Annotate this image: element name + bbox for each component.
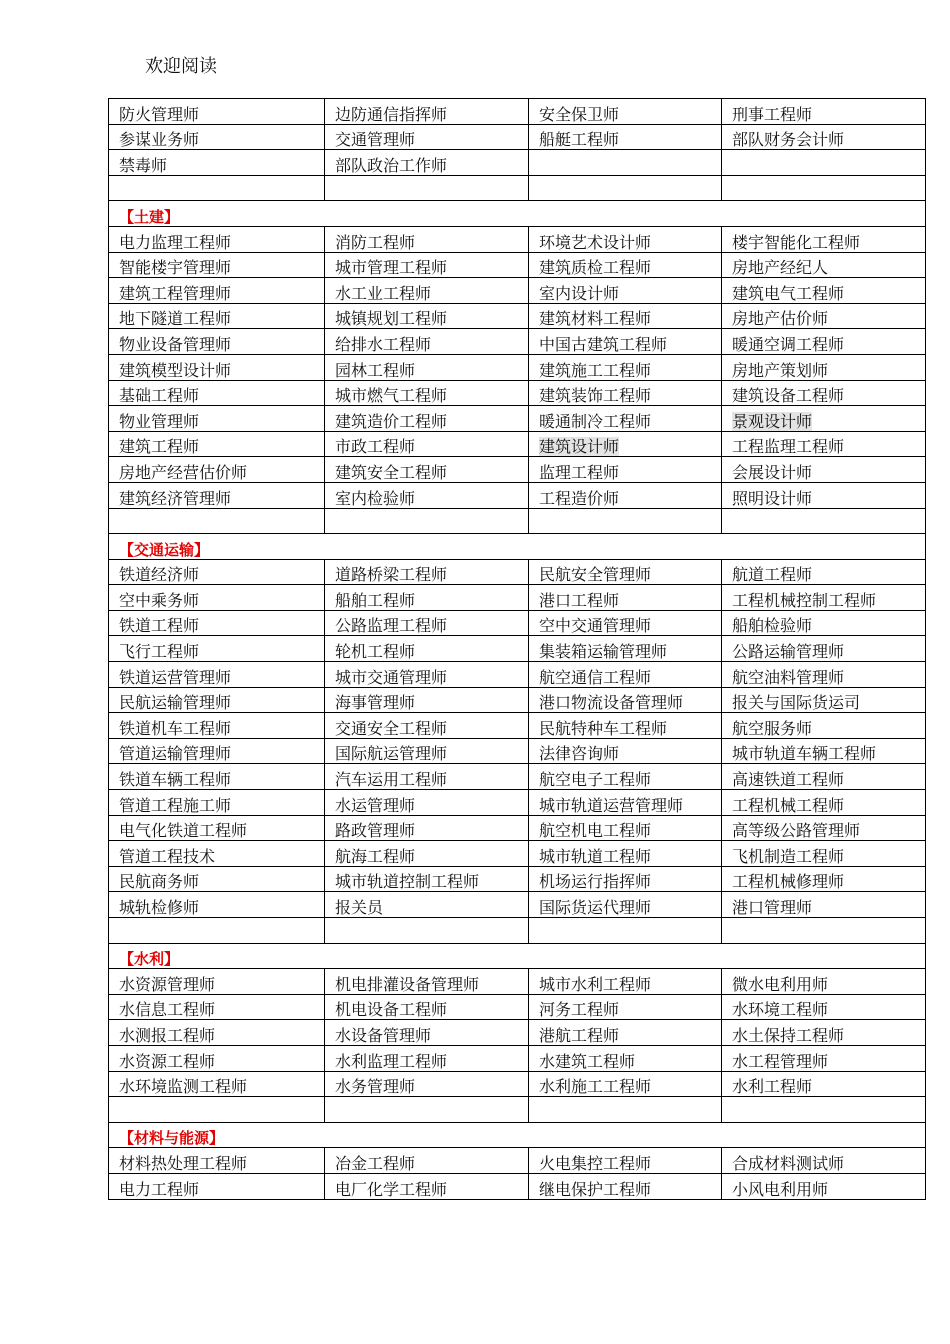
table-row	[109, 226, 926, 252]
table-row	[109, 329, 926, 355]
job-title-cell	[529, 918, 722, 944]
job-title-cell: 交通安全工程师	[325, 713, 529, 739]
job-title-cell: 水土保持工程师	[722, 1020, 926, 1046]
job-title-cell: 城轨检修师	[109, 892, 325, 918]
job-title-cell: 管道运输管理师	[109, 738, 325, 764]
table-row	[109, 1071, 926, 1097]
job-title-cell: 建筑装饰工程师	[529, 380, 722, 406]
job-title-cell: 港航工程师	[529, 1020, 722, 1046]
job-title-cell: 城市水利工程师	[529, 969, 722, 995]
job-title-cell: 电力工程师	[109, 1173, 325, 1199]
job-title-cell: 航空机电工程师	[529, 815, 722, 841]
table-row	[109, 1097, 926, 1123]
job-title-cell: 小风电利用师	[722, 1173, 926, 1199]
job-title-cell: 河务工程师	[529, 994, 722, 1020]
job-title-cell: 航空服务师	[722, 713, 926, 739]
job-title-cell: 水利工程师	[722, 1071, 926, 1097]
job-title-cell	[109, 1097, 325, 1123]
job-title-cell: 飞机制造工程师	[722, 841, 926, 867]
job-title-cell: 民航安全管理师	[529, 559, 722, 585]
job-title-cell: 电厂化学工程师	[325, 1173, 529, 1199]
job-title-cell: 水利施工工程师	[529, 1071, 722, 1097]
table-row	[109, 175, 926, 201]
job-title-cell: 工程监理工程师	[722, 431, 926, 457]
job-title-cell: 建筑设备工程师	[722, 380, 926, 406]
job-title-cell: 路政管理师	[325, 815, 529, 841]
job-title-cell: 空中交通管理师	[529, 610, 722, 636]
job-title-cell: 室内设计师	[529, 278, 722, 304]
table-row	[109, 687, 926, 713]
job-title-cell: 海事管理师	[325, 687, 529, 713]
job-title-cell: 城市交通管理师	[325, 662, 529, 688]
job-title-cell: 机电排灌设备管理师	[325, 969, 529, 995]
table-row	[109, 278, 926, 304]
job-title-cell: 照明设计师	[722, 482, 926, 508]
table-row	[109, 457, 926, 483]
job-title-cell: 法律咨询师	[529, 738, 722, 764]
job-title-cell	[529, 175, 722, 201]
job-title-cell: 水资源工程师	[109, 1045, 325, 1071]
table-row	[109, 303, 926, 329]
job-title-cell: 水务管理师	[325, 1071, 529, 1097]
job-title-cell: 园林工程师	[325, 354, 529, 380]
job-title-cell	[109, 508, 325, 534]
job-title-cell: 空中乘务师	[109, 585, 325, 611]
job-title-cell: 船艇工程师	[529, 124, 722, 150]
job-title-cell: 物业管理师	[109, 406, 325, 432]
table-row	[109, 482, 926, 508]
table-row	[109, 738, 926, 764]
job-title-cell: 建筑材料工程师	[529, 303, 722, 329]
section-header-row	[109, 943, 926, 969]
job-title-cell: 建筑安全工程师	[325, 457, 529, 483]
job-title-cell: 公路运输管理师	[722, 636, 926, 662]
job-title-cell: 房地产策划师	[722, 354, 926, 380]
table-row	[109, 1173, 926, 1199]
job-title-cell: 中国古建筑工程师	[529, 329, 722, 355]
section-title: 【材料与能源】	[109, 1122, 926, 1148]
job-title-cell	[722, 1097, 926, 1123]
job-title-cell: 火电集控工程师	[529, 1148, 722, 1174]
job-title-cell: 报关员	[325, 892, 529, 918]
table-row	[109, 380, 926, 406]
job-title-cell: 环境艺术设计师	[529, 226, 722, 252]
section-title: 【交通运输】	[109, 534, 926, 560]
section-header-row	[109, 534, 926, 560]
job-title-cell: 暖通空调工程师	[722, 329, 926, 355]
job-title-cell: 航空通信工程师	[529, 662, 722, 688]
table-row	[109, 662, 926, 688]
job-title-cell: 民航运输管理师	[109, 687, 325, 713]
job-title-cell	[722, 508, 926, 534]
job-title-cell: 铁道车辆工程师	[109, 764, 325, 790]
job-title-cell: 房地产经纪人	[722, 252, 926, 278]
table-row	[109, 1148, 926, 1174]
section-header-row	[109, 1122, 926, 1148]
job-title-cell: 工程机械修理师	[722, 866, 926, 892]
job-title-cell: 楼宇智能化工程师	[722, 226, 926, 252]
job-title-cell: 材料热处理工程师	[109, 1148, 325, 1174]
job-title-cell: 集装箱运输管理师	[529, 636, 722, 662]
job-title-cell: 铁道工程师	[109, 610, 325, 636]
table-row	[109, 815, 926, 841]
job-title-cell: 水资源管理师	[109, 969, 325, 995]
job-title-cell: 汽车运用工程师	[325, 764, 529, 790]
job-title-cell: 水环境监测工程师	[109, 1071, 325, 1097]
job-title-cell: 物业设备管理师	[109, 329, 325, 355]
job-title-cell: 建筑模型设计师	[109, 354, 325, 380]
job-title-cell: 航空油料管理师	[722, 662, 926, 688]
page-header: 欢迎阅读	[145, 56, 217, 77]
job-title-cell: 刑事工程师	[722, 99, 926, 125]
section-header-row	[109, 201, 926, 227]
job-title-cell: 水环境工程师	[722, 994, 926, 1020]
job-title-cell: 水测报工程师	[109, 1020, 325, 1046]
job-title-cell: 报关与国际货运司	[722, 687, 926, 713]
job-title-cell: 水运管理师	[325, 790, 529, 816]
job-title-cell: 暖通制冷工程师	[529, 406, 722, 432]
job-title-cell: 建筑工程师	[109, 431, 325, 457]
table-row	[109, 150, 926, 176]
job-title-cell: 防火管理师	[109, 99, 325, 125]
table-row	[109, 124, 926, 150]
job-title-cell: 城市轨道工程师	[529, 841, 722, 867]
job-title-cell: 建筑电气工程师	[722, 278, 926, 304]
job-title-cell: 机场运行指挥师	[529, 866, 722, 892]
job-title-cell: 工程造价师	[529, 482, 722, 508]
table-row	[109, 610, 926, 636]
job-title-cell: 航海工程师	[325, 841, 529, 867]
job-title-cell	[529, 431, 722, 457]
table-row	[109, 431, 926, 457]
job-title-cell: 城镇规划工程师	[325, 303, 529, 329]
job-title-cell: 继电保护工程师	[529, 1173, 722, 1199]
job-title-cell: 冶金工程师	[325, 1148, 529, 1174]
job-title-cell: 部队财务会计师	[722, 124, 926, 150]
job-title-cell: 飞行工程师	[109, 636, 325, 662]
job-title-cell: 水建筑工程师	[529, 1045, 722, 1071]
job-title-cell	[109, 918, 325, 944]
job-title-cell: 会展设计师	[722, 457, 926, 483]
section-title: 【水利】	[109, 943, 926, 969]
job-title-cell: 建筑经济管理师	[109, 482, 325, 508]
job-title-cell: 铁道运营管理师	[109, 662, 325, 688]
job-title-cell: 基础工程师	[109, 380, 325, 406]
table-row	[109, 585, 926, 611]
table-row	[109, 99, 926, 125]
job-title-cell: 建筑造价工程师	[325, 406, 529, 432]
job-title-cell	[109, 175, 325, 201]
job-title-cell: 城市轨道运营管理师	[529, 790, 722, 816]
job-title-cell	[325, 1097, 529, 1123]
job-title-cell: 城市燃气工程师	[325, 380, 529, 406]
job-title-cell: 船舶工程师	[325, 585, 529, 611]
table-row	[109, 354, 926, 380]
job-title-cell: 电气化铁道工程师	[109, 815, 325, 841]
table-row	[109, 994, 926, 1020]
job-title-cell: 合成材料测试师	[722, 1148, 926, 1174]
job-title-cell: 水利监理工程师	[325, 1045, 529, 1071]
job-title-cell: 建筑施工工程师	[529, 354, 722, 380]
job-title-cell	[325, 175, 529, 201]
table-row	[109, 636, 926, 662]
job-title-cell: 电力监理工程师	[109, 226, 325, 252]
job-title-cell	[529, 508, 722, 534]
table-row	[109, 1020, 926, 1046]
section-title: 【土建】	[109, 201, 926, 227]
job-title-cell: 城市轨道控制工程师	[325, 866, 529, 892]
job-title-cell: 微水电利用师	[722, 969, 926, 995]
highlighted-text: 景观设计师	[732, 411, 813, 431]
job-title-table	[108, 98, 926, 1200]
job-title-cell: 民航特种车工程师	[529, 713, 722, 739]
table-row	[109, 892, 926, 918]
job-title-cell: 交通管理师	[325, 124, 529, 150]
table-row	[109, 764, 926, 790]
job-title-cell: 国际航运管理师	[325, 738, 529, 764]
table-row	[109, 508, 926, 534]
job-title-cell: 铁道机车工程师	[109, 713, 325, 739]
table-row	[109, 918, 926, 944]
job-title-cell: 参谋业务师	[109, 124, 325, 150]
job-title-cell: 建筑质检工程师	[529, 252, 722, 278]
job-title-cell	[529, 1097, 722, 1123]
job-title-cell: 道路桥梁工程师	[325, 559, 529, 585]
job-title-cell	[325, 508, 529, 534]
job-title-cell	[722, 175, 926, 201]
job-title-cell: 城市管理工程师	[325, 252, 529, 278]
job-title-cell: 管道工程技术	[109, 841, 325, 867]
job-title-cell: 安全保卫师	[529, 99, 722, 125]
job-title-cell: 航空电子工程师	[529, 764, 722, 790]
job-title-cell: 港口管理师	[722, 892, 926, 918]
job-title-cell: 工程机械控制工程师	[722, 585, 926, 611]
job-title-cell: 给排水工程师	[325, 329, 529, 355]
job-title-cell: 高等级公路管理师	[722, 815, 926, 841]
job-title-cell: 建筑工程管理师	[109, 278, 325, 304]
job-title-cell: 民航商务师	[109, 866, 325, 892]
job-title-cell: 地下隧道工程师	[109, 303, 325, 329]
job-title-cell: 公路监理工程师	[325, 610, 529, 636]
job-title-cell: 禁毒师	[109, 150, 325, 176]
job-title-cell: 水信息工程师	[109, 994, 325, 1020]
job-title-cell: 航道工程师	[722, 559, 926, 585]
table-row	[109, 841, 926, 867]
job-title-cell	[722, 918, 926, 944]
table-row	[109, 713, 926, 739]
job-title-cell: 工程机械工程师	[722, 790, 926, 816]
job-title-cell: 铁道经济师	[109, 559, 325, 585]
job-title-cell: 港口物流设备管理师	[529, 687, 722, 713]
table-row	[109, 969, 926, 995]
job-title-cell: 房地产估价师	[722, 303, 926, 329]
job-title-cell: 房地产经营估价师	[109, 457, 325, 483]
job-title-cell: 边防通信指挥师	[325, 99, 529, 125]
job-title-cell: 管道工程施工师	[109, 790, 325, 816]
job-title-cell: 智能楼宇管理师	[109, 252, 325, 278]
job-title-cell: 室内检验师	[325, 482, 529, 508]
table-row	[109, 559, 926, 585]
job-title-cell	[325, 918, 529, 944]
job-title-cell: 水工程管理师	[722, 1045, 926, 1071]
table-row	[109, 866, 926, 892]
table-row	[109, 252, 926, 278]
job-title-cell: 轮机工程师	[325, 636, 529, 662]
job-title-cell: 港口工程师	[529, 585, 722, 611]
job-title-cell	[722, 150, 926, 176]
job-title-cell	[529, 150, 722, 176]
table-row	[109, 1045, 926, 1071]
job-title-cell: 国际货运代理师	[529, 892, 722, 918]
highlighted-text: 建筑设计师	[539, 437, 620, 457]
job-title-cell: 水工业工程师	[325, 278, 529, 304]
job-title-cell: 城市轨道车辆工程师	[722, 738, 926, 764]
job-title-cell: 市政工程师	[325, 431, 529, 457]
table-row	[109, 406, 926, 432]
table-row	[109, 790, 926, 816]
job-title-cell: 高速铁道工程师	[722, 764, 926, 790]
job-title-cell	[722, 406, 926, 432]
job-title-cell: 机电设备工程师	[325, 994, 529, 1020]
job-title-cell: 船舶检验师	[722, 610, 926, 636]
job-title-cell: 监理工程师	[529, 457, 722, 483]
job-title-cell: 部队政治工作师	[325, 150, 529, 176]
job-title-cell: 消防工程师	[325, 226, 529, 252]
job-title-cell: 水设备管理师	[325, 1020, 529, 1046]
